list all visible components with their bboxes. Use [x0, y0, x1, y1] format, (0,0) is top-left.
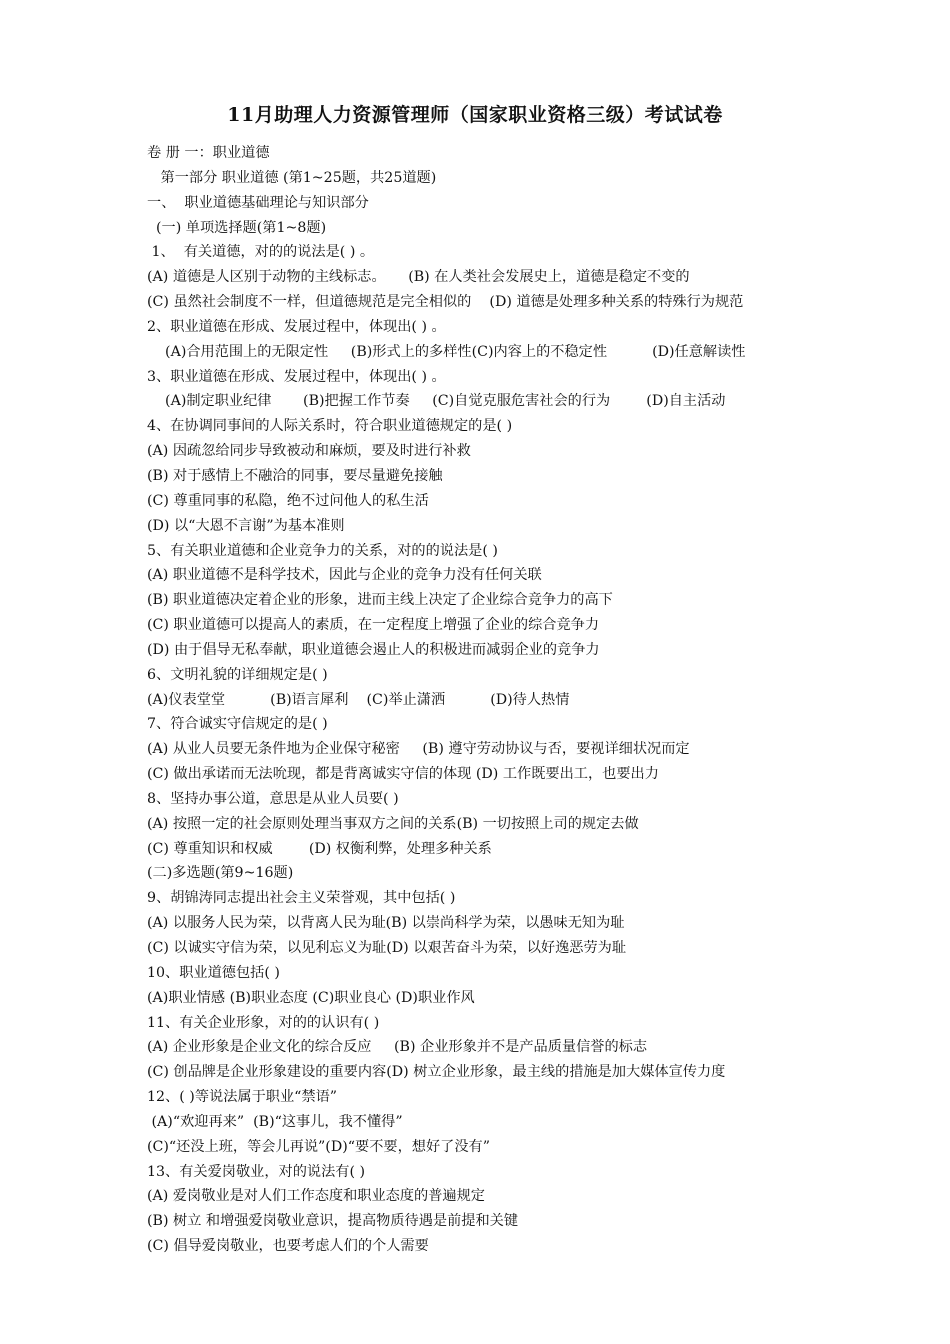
text-line: 7、符合诚实守信规定的是( )	[147, 716, 328, 733]
text-line: 2、职业道德在形成、发展过程中，体现出( ) 。	[147, 318, 446, 335]
text-line: 11、有关企业形象，对的的认识有( )	[147, 1014, 380, 1031]
text-line: 9、胡锦涛同志提出社会主义荣誉观，其中包括( )	[147, 890, 456, 907]
text-line: (C) 职业道德可以提高人的素质，在一定程度上增强了企业的综合竞争力	[147, 617, 600, 634]
text-line: 13、有关爱岗敬业，对的说法有( )	[147, 1163, 366, 1180]
text-line: (B) 树立 和增强爱岗敬业意识，提高物质待遇是前提和关键	[147, 1213, 519, 1230]
text-line: (D) 以“大恩不言谢”为基本准则	[147, 517, 345, 534]
text-line: 1、 有关道德，对的的说法是( ) 。	[147, 244, 375, 261]
text-line: (B) 职业道德决定着企业的形象，进而主线上决定了企业综合竞争力的高下	[147, 592, 613, 609]
text-line: (C) 做出承诺而无法吮现，都是背离诚实守信的体现 (D) 工作既要出工，也要出力	[147, 766, 659, 783]
text-line: (B) 对于感情上不融洽的同事，要尽量避免接触	[147, 467, 443, 484]
text-line: (A) 职业道德不是科学技术，因此与企业的竞争力没有任何关联	[147, 567, 542, 584]
text-line: (A) 从业人员要无条件地为企业保守秘密 (B) 遵守劳动协议与否，要视详细状况而定	[147, 741, 690, 758]
text-line: (二)多选题(第9~16题)	[147, 865, 294, 882]
text-line: 6、文明礼貌的详细规定是( )	[147, 666, 328, 683]
text-line: (A) 因疏忽给同步导致被动和麻烦，要及时进行补救	[147, 443, 471, 460]
question-list	[147, 141, 867, 1259]
text-line: (C) 创品牌是企业形象建设的重要内容(D) 树立企业形象，最主线的措施是加大媒体宣传力度	[147, 1064, 726, 1081]
text-line: (C) 虽然社会制度不一样，但道德规范是完全相似的 (D) 道德是处理多种关系的特殊行为规范	[147, 294, 744, 311]
text-line: (A) 以服务人民为荣，以背离人民为耻(B) 以崇尚科学为荣，以愚味无知为耻	[147, 915, 625, 932]
text-line: (A)合用范围上的无限定性 (B)形式上的多样性(C)内容上的不稳定性 (D)任意解读性	[147, 343, 746, 360]
text-line: 卷 册 一：职业道德	[147, 145, 270, 161]
text-line: (C) 以诚实守信为荣，以见利忘义为耻(D) 以艰苦奋斗为荣，以好逸恶劳为耻	[147, 940, 627, 956]
document-title: 11月助理人力资源管理师（国家职业资格三级）考试试卷	[227, 104, 723, 126]
text-line: (A) 道德是人区别于动物的主线标志。 (B) 在人类社会发展史上，道德是稳定不变的	[147, 269, 690, 286]
text-line: 4、在协调同事间的人际关系时，符合职业道德规定的是( )	[147, 418, 513, 435]
text-line: (A) 企业形象是企业文化的综合反应 (B) 企业形象并不是产品质量信誉的标志	[147, 1039, 648, 1056]
text-line: 8、坚持办事公道，意思是从业人员要( )	[147, 790, 399, 807]
text-line: (一) 单项选择题(第1~8题)	[147, 219, 327, 236]
text-line: (A)“欢迎再来” (B)“这事儿，我不懂得”	[147, 1113, 403, 1130]
text-line: (A) 爱岗敬业是对人们工作态度和职业态度的普遍规定	[147, 1188, 485, 1205]
text-line: (A)职业情感 (B)职业态度 (C)职业良心 (D)职业作风	[147, 989, 475, 1006]
text-line: 3、职业道德在形成、发展过程中，体现出( ) 。	[147, 368, 446, 385]
text-line: (A) 按照一定的社会原则处理当事双方之间的关系(B) 一切按照上司的规定去做	[147, 815, 639, 832]
text-line: (C) 倡导爱岗敬业，也要考虑人们的个人需要	[147, 1238, 429, 1255]
text-line: (A)仪表堂堂 (B)语言犀利 (C)举止潇洒 (D)待人热情	[147, 691, 570, 708]
text-line: (D) 由于倡导无私奉献，职业道德会遏止人的积极进而减弱企业的竞争力	[147, 641, 600, 658]
text-line: 12、( )等说法属于职业“禁语”	[147, 1089, 338, 1106]
text-line: (C) 尊重知识和权威 (D) 权衡利弊，处理多种关系	[147, 840, 492, 857]
text-line: 5、有关职业道德和企业竞争力的关系，对的的说法是( )	[147, 542, 498, 559]
text-line: 第一部分 职业道德 (第1~25题，共25道题)	[147, 169, 437, 186]
text-line: (C) 尊重同事的私隐，绝不过问他人的私生活	[147, 492, 429, 509]
text-line: 10、职业道德包括( )	[147, 964, 280, 981]
text-line: 一、 职业道德基础理论与知识部分	[147, 194, 369, 211]
text-line: (A)制定职业纪律 (B)把握工作节奏 (C)自觉克服危害社会的行为 (D)自主活动	[147, 393, 726, 410]
text-line: (C)“还没上班，等会儿再说”(D)“要不要，想好了没有”	[147, 1138, 490, 1155]
